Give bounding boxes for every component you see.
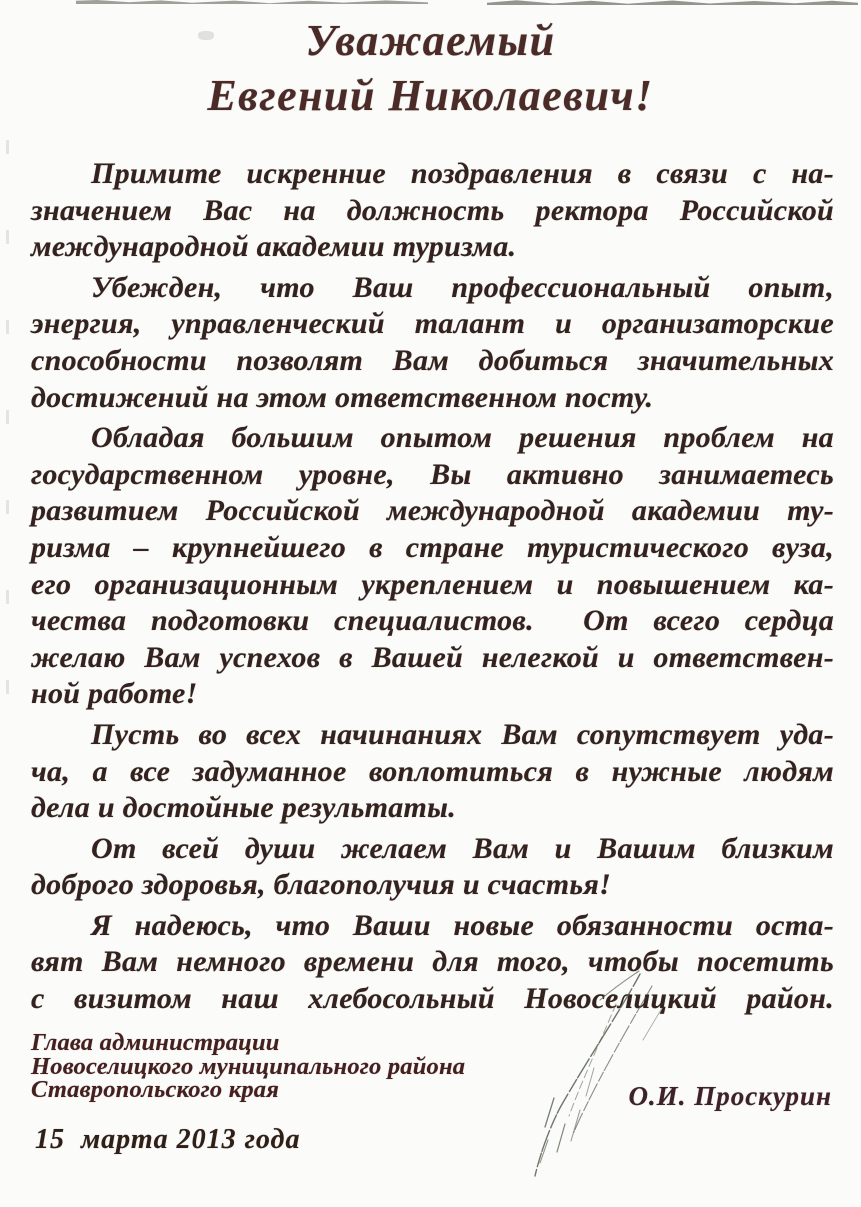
letter-date: 15 марта 2013 года [35, 1123, 301, 1155]
letter-line: энергия, управленческий талант и организаторские [31, 307, 834, 341]
salutation-line-1: Уважаемый [305, 16, 556, 65]
signer-title-line: Глава администрации [31, 1029, 280, 1056]
salutation [0, 13, 861, 123]
signer-title-line: Ставропольского края [31, 1076, 280, 1104]
letter-line: Пусть во всех начинаниях Вам сопутствует уда- [91, 717, 834, 751]
letter-line: Убежден, что Ваш профессиональный опыт, [91, 270, 834, 304]
letter-line: дела и достойные результаты. [31, 791, 457, 825]
scan-artifact-top-right [487, 0, 858, 5]
signer-title-line: Новоселицкого муниципального района [31, 1052, 466, 1080]
paragraph [31, 908, 834, 1018]
letter-line: Я надеюсь, что Ваши новые обязанности оста- [91, 908, 834, 942]
letter-line: международной академии туризма. [31, 230, 517, 264]
letter-line: ча, а все задуманное воплотиться в нужные людям [31, 754, 834, 788]
scan-edge-noise [6, 140, 9, 760]
letter-line: достижений на этом ответственном посту. [31, 380, 654, 414]
letter-line: Примите искренние поздравления в связи с на- [91, 157, 834, 190]
letter-line: ной работе! [31, 677, 198, 711]
scan-artifact-top-left [76, 0, 428, 4]
signoff-block [31, 1031, 834, 1156]
paragraph [31, 270, 834, 416]
letter-line: государственном уровне, Вы активно занимаетесь [31, 457, 834, 491]
letter-line: способности позволят Вам добиться значительных [31, 343, 834, 377]
letter-line: От всей души желаем Вам и Вашим близким [91, 831, 834, 865]
letter-line: развитием Российской международной академии ту- [31, 494, 834, 528]
salutation-line-2: Евгений Николаевич! [207, 71, 654, 120]
letter-line: ризма – крупнейшего в стране туристического вуза, [31, 530, 834, 564]
letter-line: его организационным укреплением и повышением ка- [31, 567, 834, 601]
paragraph [31, 717, 834, 827]
letter-body [31, 156, 834, 1022]
paragraph [31, 420, 834, 713]
letter-line: чества подготовки специалистов. От всего сердца [31, 604, 834, 638]
signer-name: О.И. Проскурин [628, 1081, 832, 1111]
paragraph [31, 156, 834, 266]
letter-line: доброго здоровья, благополучия и счастья! [31, 868, 612, 902]
letter-line: желаю Вам успехов в Вашей нелегкой и ответствен- [31, 640, 834, 674]
letter-line: с визитом наш хлебосольный Новоселицкий район. [31, 982, 834, 1016]
letter-line: вят Вам немного времени для того, чтобы посетить [31, 945, 834, 979]
letter-line: Обладая большим опытом решения проблем на [91, 421, 834, 455]
letter-line: значением Вас на должность ректора Российской [31, 193, 834, 227]
paragraph [31, 831, 834, 904]
